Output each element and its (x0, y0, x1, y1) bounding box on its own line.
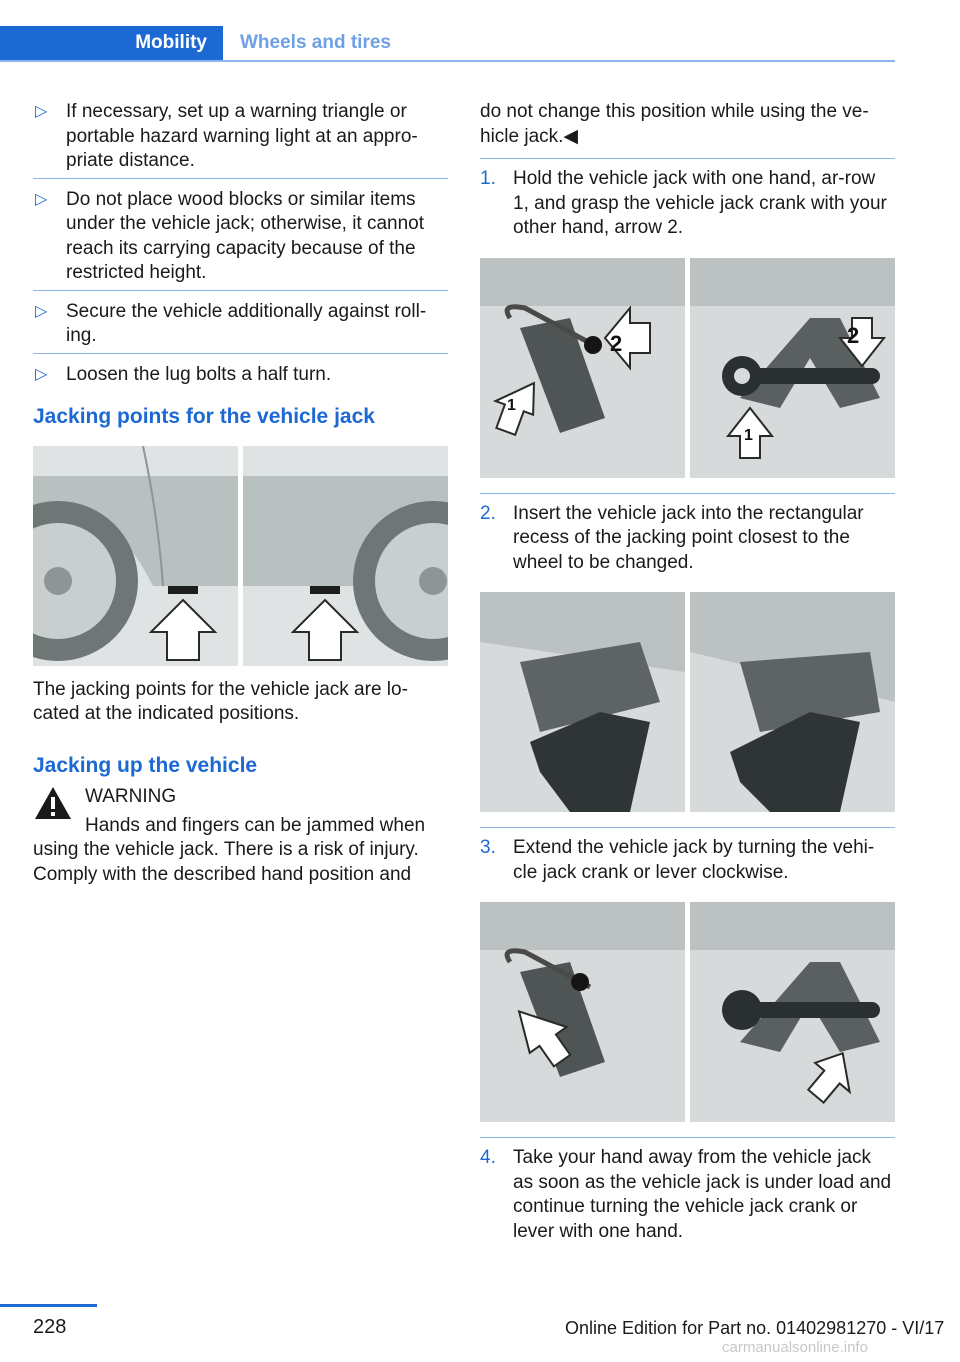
warning-title: WARNING (85, 786, 177, 807)
warning-triangle-icon (33, 785, 73, 821)
bullet-text: Secure the vehicle additionally against roll‐ing. (66, 300, 427, 346)
step-divider (480, 1137, 895, 1138)
bullet-divider (33, 290, 448, 291)
jack-insertion-figure (480, 592, 895, 812)
step-number: 3. (480, 837, 496, 858)
bullet-item (33, 300, 448, 349)
page-number: 228 (33, 1316, 67, 1338)
triangle-bullet-icon: ▷ (35, 365, 48, 383)
bullet-item (33, 100, 448, 174)
triangle-bullet-icon: ▷ (35, 103, 48, 120)
step-number: 1. (480, 168, 496, 189)
arrow-label-1: 1 (507, 396, 516, 414)
edition-text: Online Edition for Part no. 01402981270 - VI/17 (565, 1318, 945, 1338)
bullet-text: Loosen the lug bolts a half turn. (66, 363, 332, 385)
tab-wheels-and-tires[interactable]: Wheels and tires (240, 32, 391, 53)
footer-rule (0, 1304, 97, 1307)
bullet-divider (33, 353, 448, 354)
step-divider (480, 493, 895, 494)
left-column (33, 100, 448, 887)
step-text: Extend the vehicle jack by turning the vehi‐cle jack crank or lever clockwise. (513, 837, 875, 883)
bullet-item (33, 188, 448, 286)
arrow-label-1: 1 (744, 426, 753, 444)
header-tabs (0, 26, 895, 62)
bullet-item (33, 363, 448, 388)
jacking-points-figure (33, 446, 448, 666)
step-text: Hold the vehicle jack with one hand, ar‐row 1, and grasp the vehicle jack crank with your other hand, arrow 2. (513, 168, 887, 238)
jack-extension-figure (480, 902, 895, 1122)
step-text: Insert the vehicle jack into the rectangular recess of the jacking point closest to the wheel to be changed. (513, 502, 864, 573)
step-number: 4. (480, 1147, 496, 1168)
jack-extension-illustration (480, 902, 895, 1122)
triangle-bullet-icon: ▷ (35, 302, 48, 320)
jack-handling-figure (480, 258, 895, 478)
jack-handling-illustration (480, 258, 895, 478)
step-text: Take your hand away from the vehicle jack as soon as the vehicle jack is under load and continue turning the vehicle jack crank or lever with one hand. (513, 1147, 892, 1242)
step-divider (480, 827, 895, 828)
right-column (480, 100, 895, 1244)
heading-jacking-up: Jacking up the vehicle (33, 753, 258, 777)
heading-jacking-points: Jacking points for the vehicle jack (33, 405, 375, 428)
jacking-points-illustration (33, 446, 448, 666)
bullet-text: If necessary, set up a warning triangle or portable hazard warning light at an appro‐priate distance. (66, 101, 418, 171)
bullet-divider (33, 178, 448, 179)
step-divider (480, 158, 895, 159)
continuation-text: do not change this position while using the ve‐hicle jack.◀ (480, 101, 869, 147)
warning-text-first-line: Hands and fingers can be jammed when (85, 814, 426, 836)
arrow-label-2: 2 (610, 330, 623, 356)
triangle-bullet-icon: ▷ (35, 190, 48, 208)
step-item (480, 1146, 895, 1244)
watermark-text: carmanualsonline.info (722, 1339, 868, 1356)
tab-mobility[interactable]: Mobility (0, 26, 223, 60)
jack-insertion-illustration (480, 592, 895, 812)
step-item (480, 167, 895, 241)
warning-text-rest: using the vehicle jack. There is a risk of injury. Comply with the described hand position and (33, 839, 419, 885)
step-item (480, 836, 895, 885)
step-number: 2. (480, 502, 496, 524)
header-rule (0, 60, 895, 62)
warning-block (33, 785, 448, 887)
jacking-points-text: The jacking points for the vehicle jack are lo‐cated at the indicated positions. (33, 678, 408, 724)
bullet-text: Do not place wood blocks or similar items under the vehicle jack; otherwise, it cannot reach its carrying capacity because of the restricted height. (66, 188, 425, 283)
arrow-label-2: 2 (847, 322, 860, 348)
step-item (480, 502, 895, 576)
